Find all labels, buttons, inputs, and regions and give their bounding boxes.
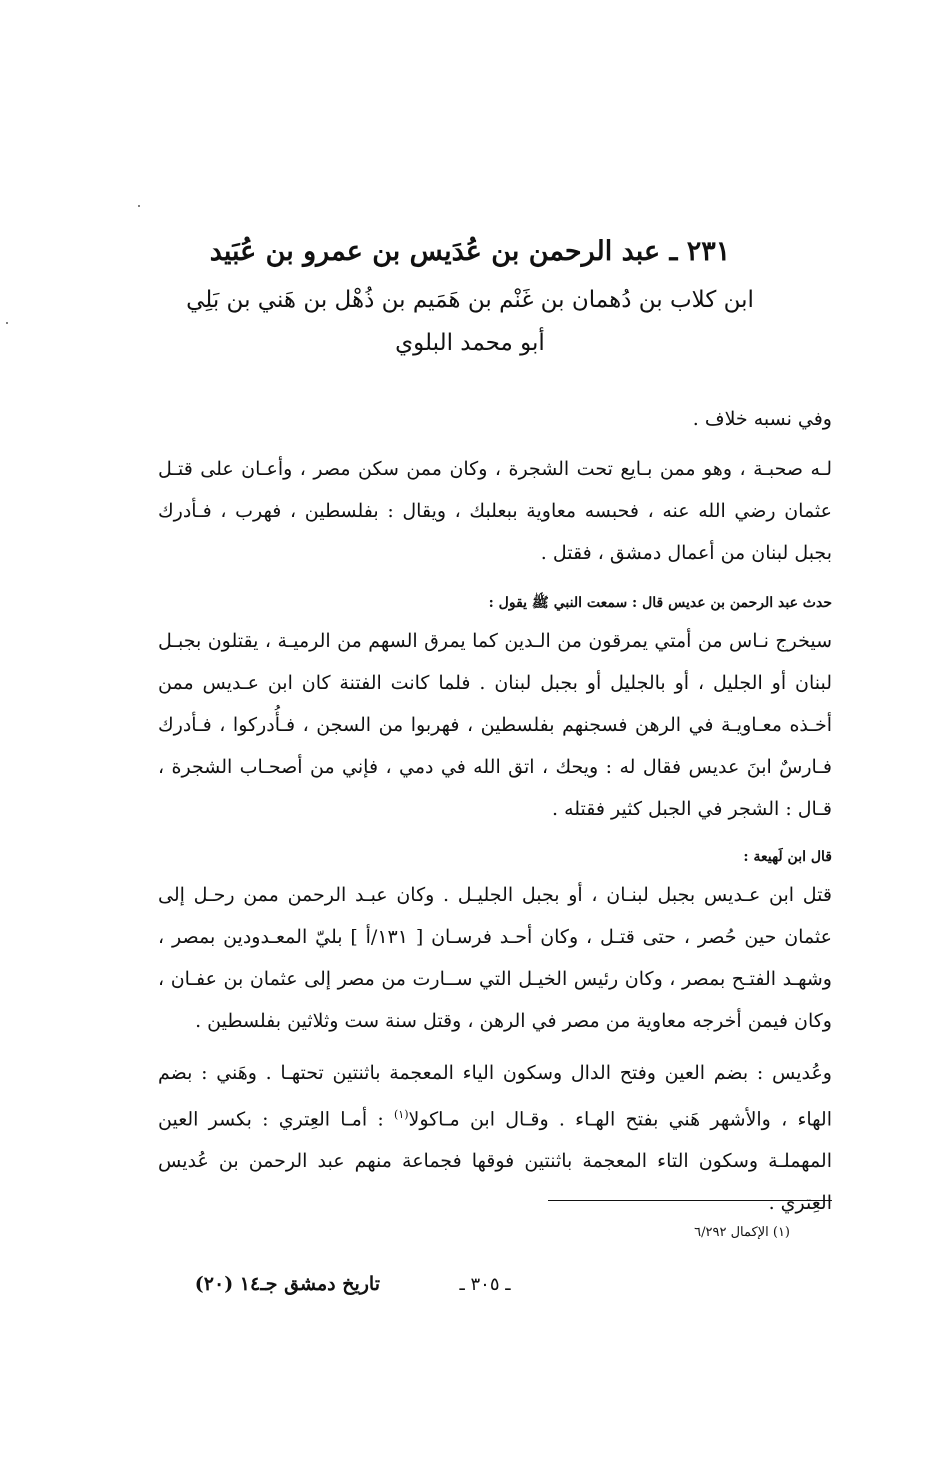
paragraph-text: وفي نسبه خلاف . xyxy=(692,408,832,430)
paragraph-lineage-dispute xyxy=(158,398,832,440)
entry-title: ٢٣١ ـ عبد الرحمن بن عُدَيس بن عمرو بن عُبَيد xyxy=(209,236,731,267)
isnad-heading: قال ابن لَهيعة : xyxy=(743,849,832,865)
footnote-divider xyxy=(548,1200,832,1201)
entry-kunya: أبو محمد البلوي xyxy=(395,330,545,356)
footnote: (١) الإكمال ٦/٢٩٢ xyxy=(694,1225,790,1240)
paragraph-text: سيخرج نـاس من أمتي يمرقون من الـدين كما يمرق السهم من الرميـة ، يقتلون بجبـل لبنان أو الجليل ، أو بالجليل أو بجبل لبنان . فلما كانت الفتنة كان ابن عـديس ممن أخـذه معـاويـة في الرهن فسجنهم بفلسطين ، فهربوا من السجن ، فـأُدركوا ، فـأدرك فـارسٌ ابنَ عديس فقال له : ويحك ، اتق الله في دمي ، فإني من أصحـاب الشجرة ، قـال : الشجر في الجبل كثير فقتله . xyxy=(158,630,832,820)
scan-speck xyxy=(138,205,140,207)
footnote-reference: (١) xyxy=(393,1108,409,1121)
paragraph-text-part: وعُديس : بضم العين وفتح الدال وسكون الياء المعجمة باثنتين تحتهـا . وهَني : بضم الهاء ، والأشهر هَني بفتح الهـاء . وقـال ابن مـاكولا xyxy=(158,1062,832,1131)
paragraph-death-account xyxy=(158,874,832,1042)
paragraph-text xyxy=(158,1052,832,1224)
paragraph-text-part: : أمـا العِتري : بكسر العين المهملـة وسكون التاء المعجمة باثنتين فوقها فجماعة منهم عبد الرحمن بن عُديس العِتري . xyxy=(158,1108,832,1215)
isnad-heading: حدث عبد الرحمن بن عديس قال : سمعت النبي ﷺ يقول : xyxy=(488,595,832,611)
paragraph-text: قتل ابن عـديس بجبل لبنـان ، أو بجبل الجليـل . وكان عبـد الرحمن ممن رحـل إلى عثمان حين حُصر ، حتى قتـل ، وكان أحـد فرسـان [ ١٣١/أ ] بليّ المعـدودين بمصر ، وشهـد الفتـح بمصر ، وكان رئيس الخيـل التي ســارت من مصر إلى عثمان بن عفـان ، وكان فيمن أخرجه معاوية من مصر في الرهن ، وقتل سنة ست وثلاثين بفلسطين . xyxy=(158,884,832,1032)
page-number: ـ ٣٠٥ ـ xyxy=(459,1274,511,1295)
entry-lineage: ابن كلاب بن دُهمان بن غَنْم بن هَمَيم بن ذُهْل بن هَني بن بَلِي xyxy=(186,287,754,313)
scan-speck xyxy=(6,322,8,324)
paragraph-text: لـه صحبـة ، وهو ممن بـايع تحت الشجرة ، وكان ممن سكن مصر ، وأعـان على قتـل عثمان رضي الله عنه ، فحبسه معاوية ببعلبك ، ويقال : بفلسطين ، فهرب ، فـأدرك بجبل لبنان من أعمال دمشق ، فقتل . xyxy=(158,458,832,564)
paragraph-hadith xyxy=(158,620,832,830)
book-reference: تاريخ دمشق جـ١٤ (٢٠) xyxy=(194,1273,380,1295)
paragraph-biography xyxy=(158,448,832,574)
paragraph-name-vocalization xyxy=(158,1052,832,1224)
